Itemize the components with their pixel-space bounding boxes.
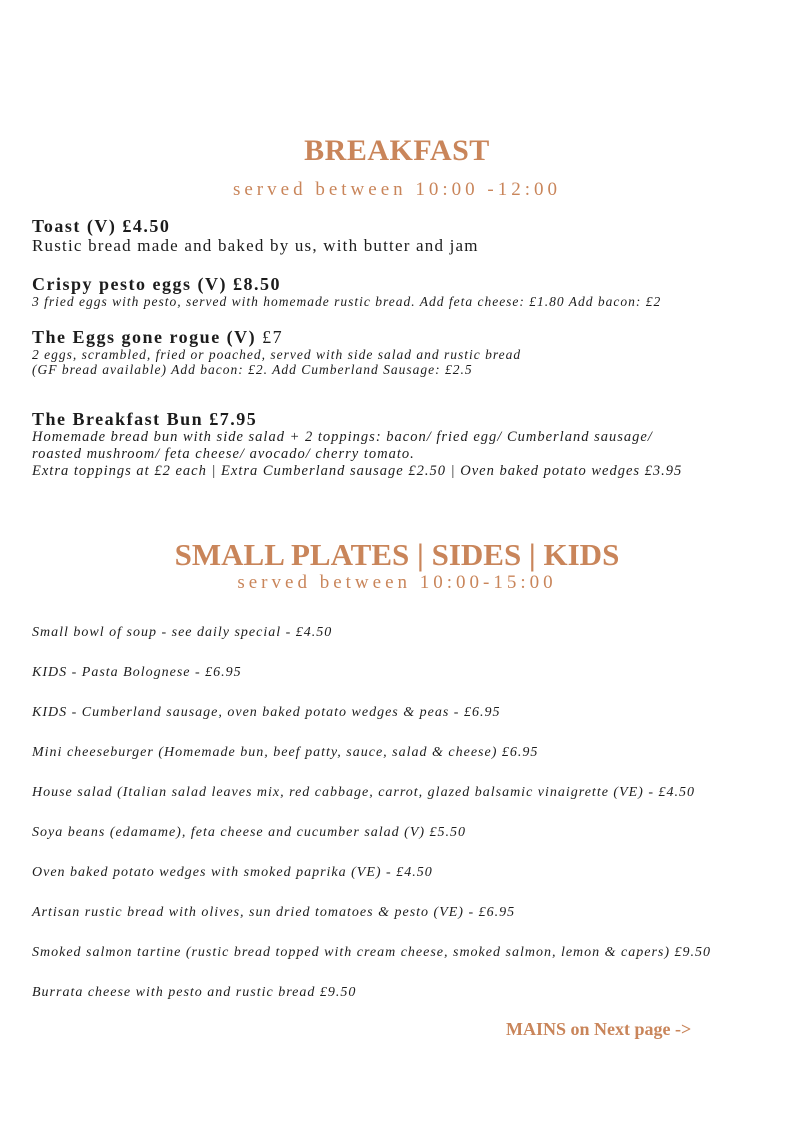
breakfast-title: BREAKFAST (304, 134, 490, 167)
list-item: Oven baked potato wedges with smoked paprika (VE) - £4.50 (32, 865, 433, 880)
list-item: Soya beans (edamame), feta cheese and cucumber salad (V) £5.50 (32, 825, 467, 840)
item-title: Toast (V) £4.50 (32, 216, 171, 236)
item-description: (GF bread available) Add bacon: £2. Add Cumberland Sausage: £2.5 (32, 362, 473, 377)
small-plates-title: SMALL PLATES | SIDES | KIDS (174, 537, 620, 572)
breakfast-subtitle: served between 10:00 -12:00 (232, 179, 562, 200)
list-item: Smoked salmon tartine (rustic bread topped with cream cheese, smoked salmon, lemon & capers) £9.50 (32, 945, 712, 960)
list-item: KIDS - Pasta Bolognese - £6.95 (32, 665, 242, 680)
list-item: Burrata cheese with pesto and rustic bread £9.50 (32, 985, 357, 1000)
item-description: 3 fried eggs with pesto, served with homemade rustic bread. Add feta cheese: £1.80 Add bacon: £2 (32, 294, 662, 309)
list-item: Artisan rustic bread with olives, sun dried tomatoes & pesto (VE) - £6.95 (32, 905, 516, 920)
item-name: The Eggs gone rogue (V) (32, 327, 257, 347)
menu-item-eggs-gone-rogue (32, 327, 521, 377)
list-item: House salad (Italian salad leaves mix, red cabbage, carrot, glazed balsamic vinaigrette (VE) - £4.50 (32, 785, 696, 800)
small-plates-subtitle: served between 10:00-15:00 (237, 572, 557, 593)
item-title: Crispy pesto eggs (V) £8.50 (32, 274, 281, 294)
list-item: Mini cheeseburger (Homemade bun, beef patty, sauce, salad & cheese) £6.95 (32, 745, 539, 760)
item-description: Rustic bread made and baked by us, with butter and jam (32, 236, 479, 255)
menu-item-toast (32, 216, 479, 256)
item-description: Homemade bread bun with side salad + 2 toppings: bacon/ fried egg/ Cumberland sausage/ (32, 429, 653, 445)
item-description: roasted mushroom/ feta cheese/ avocado/ cherry tomato. (32, 446, 415, 462)
list-item: KIDS - Cumberland sausage, oven baked potato wedges & peas - £6.95 (32, 705, 501, 720)
menu-item-crispy-pesto-eggs (32, 274, 661, 309)
list-item: Small bowl of soup - see daily special - £4.50 (32, 625, 333, 640)
item-title (32, 327, 521, 347)
mains-next-page-link[interactable]: MAINS on Next page -> (506, 1019, 692, 1039)
item-description: Extra toppings at £2 each | Extra Cumberland sausage £2.50 | Oven baked potato wedges £3.95 (32, 463, 683, 479)
item-price: £7 (256, 327, 284, 347)
item-description: 2 eggs, scrambled, fried or poached, served with side salad and rustic bread (32, 347, 522, 362)
item-title: The Breakfast Bun £7.95 (32, 409, 258, 429)
menu-item-breakfast-bun (32, 409, 682, 480)
